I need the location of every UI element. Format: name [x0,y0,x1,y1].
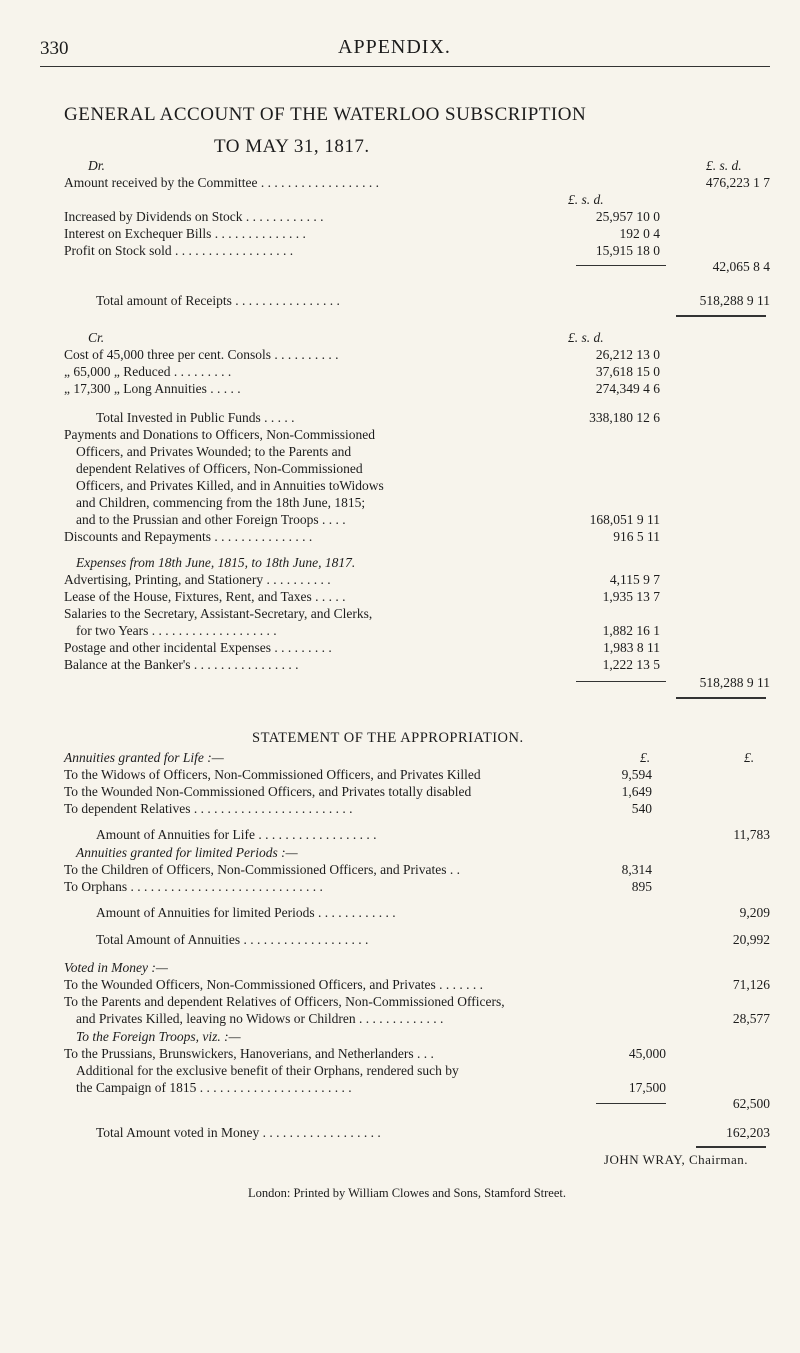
dr-double-rule [676,315,766,317]
cr-payments-line: Officers, and Privates Wounded; to the Parents and [76,444,352,459]
parents-line: and Privates Killed, leaving no Widows or Children . . . . . . . . . . . . . [76,1011,444,1026]
money-total-value: 162,203 [726,1125,770,1140]
cr-salaries-line: for two Years . . . . . . . . . . . . . . . . . . . [76,623,277,638]
cr-consol-value: 274,349 4 6 [595,381,660,396]
limited-item-value: 8,314 [621,862,652,877]
additional-value: 17,500 [628,1080,666,1095]
life-item-label: To dependent Relatives . . . . . . . . . . . . . . . . . . . . . . . . [64,801,353,816]
cr-expense-value: 4,115 9 7 [609,572,660,587]
cr-invested-value: 338,180 12 6 [589,410,660,425]
wounded-label: To the Wounded Officers, Non-Commissioned Officers, and Privates . . . . . . . [64,977,484,992]
cr-salaries-line: Salaries to the Secretary, Assistant-Secretary, and Clerks, [64,606,373,621]
cr-balance-label: Balance at the Banker's . . . . . . . . . . . . . . . . [64,657,299,672]
dr-subtotal-rule [576,265,666,266]
page-number: 330 [40,38,69,59]
voted-head: Voted in Money :— [64,960,168,975]
life-item-value: 540 [631,801,652,816]
dr-col-head-inner: £. s. d. [568,192,604,207]
cr-payments-value: 168,051 9 11 [589,512,660,527]
imprint: London: Printed by William Clowes and Sons, Stamford Street. [248,1186,566,1200]
dr-item-label: Increased by Dividends on Stock . . . . . . . . . . . . [64,209,324,224]
life-item-value: 9,594 [621,767,652,782]
cr-salaries-value: 1,882 16 1 [602,623,660,638]
cr-discounts-label: Discounts and Repayments . . . . . . . . . . . . . . . [64,529,313,544]
dr-subtotal: 42,065 8 4 [712,259,770,274]
cr-consol-value: 26,212 13 0 [595,347,660,362]
parents-line: To the Parents and dependent Relatives of Officers, Non-Commissioned Officers, [64,994,505,1009]
prussians-label: To the Prussians, Brunswickers, Hanoverians, and Netherlanders . . . [64,1046,434,1061]
cr-total-value: 518,288 9 11 [699,675,770,690]
cr-invested-label: Total Invested in Public Funds . . . . . [96,410,295,425]
dr-item-value: 25,957 10 0 [595,209,660,224]
cr-total-rule [576,681,666,682]
cr-expense-value: 1,935 13 7 [602,589,660,604]
money-total-label: Total Amount voted in Money . . . . . . . . . . . . . . . . . . [96,1125,381,1140]
additional-line: the Campaign of 1815 . . . . . . . . . . . . . . . . . . . . . . . [76,1080,352,1095]
cr-label: Cr. [88,330,105,345]
life-total-label: Amount of Annuities for Life . . . . . . . . . . . . . . . . . . [96,827,377,842]
cr-expense-label: Lease of the House, Fixtures, Rent, and Taxes . . . . . [64,589,346,604]
statement-title: STATEMENT OF THE APPROPRIATION. [252,730,524,746]
cr-col-head: £. s. d. [568,330,604,345]
dr-label: Dr. [88,158,105,173]
annuities-total-value: 20,992 [732,932,770,947]
additional-line: Additional for the exclusive benefit of their Orphans, rendered such by [76,1063,459,1078]
statement-col-head-outer: £. [744,750,755,765]
running-title: APPENDIX. [338,36,451,58]
dr-received-label: Amount received by the Committee . . . . . . . . . . . . . . . . . . [64,175,379,190]
dr-item-value: 192 0 4 [619,226,660,241]
statement-col-head-inner: £. [640,750,651,765]
cr-payments-line: and Children, commencing from the 18th June, 1815; [76,495,366,510]
account-title: GENERAL ACCOUNT OF THE WATERLOO SUBSCRIPTION [64,104,587,125]
cr-postage-value: 1,983 8 11 [603,640,660,655]
prussians-value: 45,000 [628,1046,666,1061]
cr-payments-line: dependent Relatives of Officers, Non-Commissioned [76,461,363,476]
cr-double-rule [676,697,766,699]
dr-item-label: Interest on Exchequer Bills . . . . . . . . . . . . . . [64,226,306,241]
cr-expense-label: Advertising, Printing, and Stationery . . . . . . . . . . [64,572,331,587]
limited-item-value: 895 [631,879,652,894]
limited-item-label: To the Children of Officers, Non-Commissioned Officers, and Privates . . [64,862,460,877]
cr-consol-label: „ 17,300 „ Long Annuities . . . . . [64,381,241,396]
annuities-total-label: Total Amount of Annuities . . . . . . . . . . . . . . . . . . . [96,932,369,947]
cr-consol-value: 37,618 15 0 [595,364,660,379]
cr-discounts-value: 916 5 11 [613,529,660,544]
life-item-label: To the Wounded Non-Commissioned Officers, and Privates totally disabled [64,784,472,799]
limited-total-value: 9,209 [739,905,770,920]
cr-consol-label: „ 65,000 „ Reduced . . . . . . . . . [64,364,232,379]
dr-total-value: 518,288 9 11 [699,293,770,308]
account-title-date: TO MAY 31, 1817. [214,136,370,157]
cr-postage-label: Postage and other incidental Expenses . . . . . . . . . [64,640,332,655]
foreign-subtotal: 62,500 [732,1096,770,1111]
dr-col-head-outer: £. s. d. [706,158,742,173]
money-double-rule [696,1146,766,1148]
cr-payments-line: and to the Prussian and other Foreign Troops . . . . [76,512,346,527]
life-item-label: To the Widows of Officers, Non-Commissioned Officers, and Privates Killed [64,767,481,782]
life-head: Annuities granted for Life :— [64,750,224,765]
life-total-value: 11,783 [733,827,770,842]
dr-item-label: Profit on Stock sold . . . . . . . . . . . . . . . . . . [64,243,294,258]
wounded-value: 71,126 [732,977,770,992]
life-item-value: 1,649 [621,784,652,799]
parents-value: 28,577 [732,1011,770,1026]
cr-expenses-head: Expenses from 18th June, 1815, to 18th June, 1817. [76,555,356,570]
cr-balance-value: 1,222 13 5 [602,657,660,672]
signature: JOHN WRAY, Chairman. [603,1152,748,1167]
dr-total-label: Total amount of Receipts . . . . . . . . . . . . . . . . [96,293,340,308]
dr-received-value: 476,223 1 7 [705,175,770,190]
header-rule [40,66,770,67]
foreign-subtotal-rule [596,1103,666,1104]
limited-head: Annuities granted for limited Periods :— [76,845,298,860]
limited-item-label: To Orphans . . . . . . . . . . . . . . . . . . . . . . . . . . . . . [64,879,323,894]
limited-total-label: Amount of Annuities for limited Periods . . . . . . . . . . . . [96,905,396,920]
cr-payments-line: Officers, and Privates Killed, and in Annuities toWidows [76,478,384,493]
cr-consol-label: Cost of 45,000 three per cent. Consols . . . . . . . . . . [64,347,339,362]
dr-item-value: 15,915 18 0 [595,243,660,258]
cr-payments-line: Payments and Donations to Officers, Non-Commissioned [64,427,375,442]
foreign-head: To the Foreign Troops, viz. :— [76,1029,241,1044]
